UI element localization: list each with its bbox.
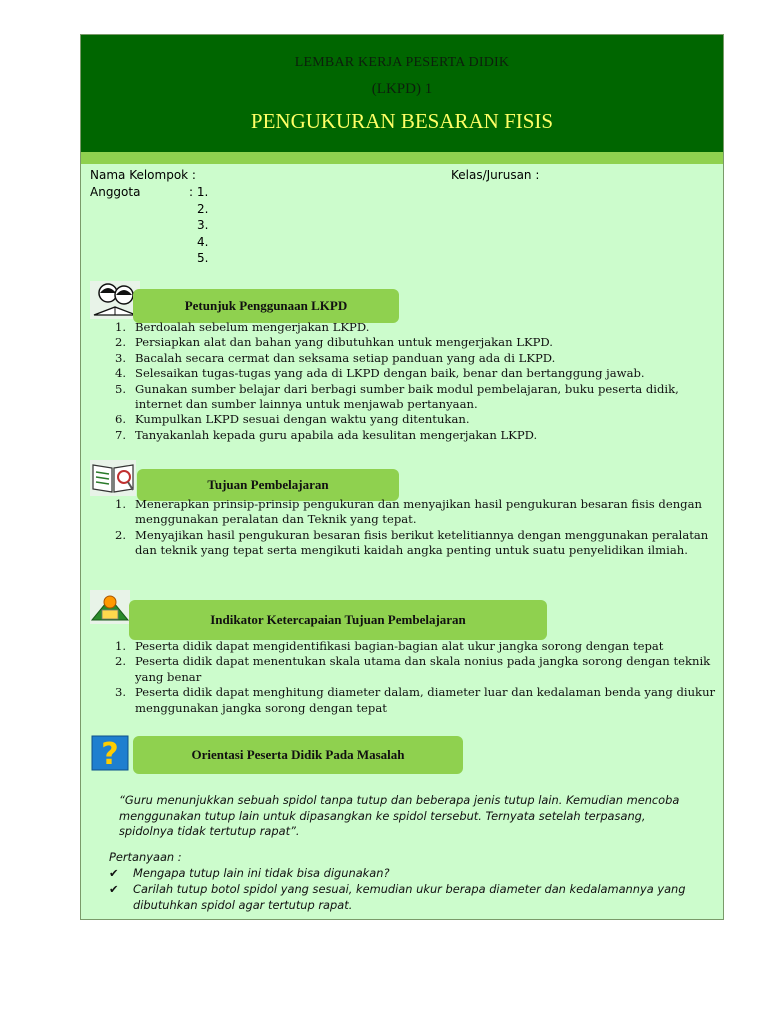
nama-kelompok-label: Nama Kelompok : xyxy=(90,168,196,182)
list-item: 3. Peserta didik dapat menghitung diameter dalam, diameter luar dan kedalaman benda yang diukur menggunakan jangka sorong dengan tepat xyxy=(115,685,716,715)
list-item: ✔ Carilah tutup botol spidol yang sesuai, kemudian ukur berapa diameter dan kedalamannya yang dibutuhkan spidol agar tertutup rapat. xyxy=(109,882,686,912)
list-item: 2. Peserta didik dapat menentukan skala utama dan skala nonius pada jangka sorong dengan teknik yang benar xyxy=(115,654,711,684)
list-item: 4. Selesaikan tugas-tugas yang ada di LKPD dengan baik, benar dan bertanggung jawab. xyxy=(115,366,645,381)
problem-quote: “Guru menunjukkan sebuah spidol tanpa tutup dan beberapa jenis tutup lain. Kemudian mencoba menggunakan tutup lain untuk dipasangkan ke spidol tersebut. Ternyata setelah terpasang, spidolnya tidak tertutup rapat”. xyxy=(119,793,680,838)
kelas-jurusan-label: Kelas/Jurusan : xyxy=(451,168,540,182)
checkmark-icon: ✔ xyxy=(109,866,119,880)
anggota-number: 2. xyxy=(197,202,209,216)
anggota-number: : 1. xyxy=(189,185,209,199)
header-line-2: (LKPD) 1 xyxy=(371,81,433,97)
indikator-list xyxy=(95,639,717,716)
header-line-1: LEMBAR KERJA PESERTA DIDIK xyxy=(294,55,510,70)
anggota-number: 5. xyxy=(197,251,209,265)
worksheet-title: PENGUKURAN BESARAN FISIS xyxy=(250,109,554,133)
anggota-number: 3. xyxy=(197,218,209,232)
list-item: 2. Menyajikan hasil pengukuran besaran fisis berikut ketelitiannya dengan menggunakan peralatan dan teknik yang tepat serta mengikuti kaidah angka penting untuk suatu penyelidikan ilmiah. xyxy=(115,527,709,558)
anggota-label: Anggota xyxy=(90,185,141,199)
list-item: 5. Gunakan sumber belajar dari berbagi sumber baik modul pembelajaran, buku peserta didik, internet dan sumber lainnya untuk menjawab pertanyaan. xyxy=(115,381,679,412)
list-item: 1. Menerapkan prinsip-prinsip pengukuran dan menyajikan hasil pengukuran besaran fisis dengan menggunakan peralatan dan Teknik yang tepat. xyxy=(115,497,702,527)
petunjuk-list xyxy=(95,320,717,443)
anggota-number: 4. xyxy=(197,235,209,249)
list-item: 6. Kumpulkan LKPD sesuai dengan waktu yang ditentukan. xyxy=(115,412,470,427)
checkmark-icon: ✔ xyxy=(109,882,119,896)
list-item: ✔ Mengapa tutup lain ini tidak bisa digunakan? xyxy=(109,866,390,880)
worksheet-header xyxy=(81,35,723,164)
svg-text:?: ? xyxy=(101,737,119,772)
list-item: 2. Persiapkan alat dan bahan yang dibutuhkan untuk mengerjakan LKPD. xyxy=(115,335,553,350)
worksheet-page xyxy=(80,34,724,920)
list-item: 1. Berdoalah sebelum mengerjakan LKPD. xyxy=(115,320,370,334)
question-list xyxy=(109,865,699,913)
list-item: 7. Tanyakanlah kepada guru apabila ada kesulitan mengerjakan LKPD. xyxy=(115,427,538,442)
section-title-petunjuk: Petunjuk Penggunaan LKPD xyxy=(133,289,399,323)
section-title-orientasi: Orientasi Peserta Didik Pada Masalah xyxy=(133,736,463,774)
book-icon xyxy=(90,460,136,496)
tujuan-list xyxy=(95,497,717,559)
target-icon xyxy=(90,590,130,624)
list-item: 3. Bacalah secara cermat dan seksama setiap panduan yang ada di LKPD. xyxy=(115,350,556,365)
section-title-tujuan: Tujuan Pembelajaran xyxy=(137,469,399,501)
list-item: 1. Peserta didik dapat mengidentifikasi bagian-bagian alat ukur jangka sorong dengan tepat xyxy=(115,639,664,653)
question-mark-icon xyxy=(90,734,130,772)
question-label: Pertanyaan : xyxy=(109,850,182,864)
section-title-indikator: Indikator Ketercapaian Tujuan Pembelajaran xyxy=(129,600,547,640)
